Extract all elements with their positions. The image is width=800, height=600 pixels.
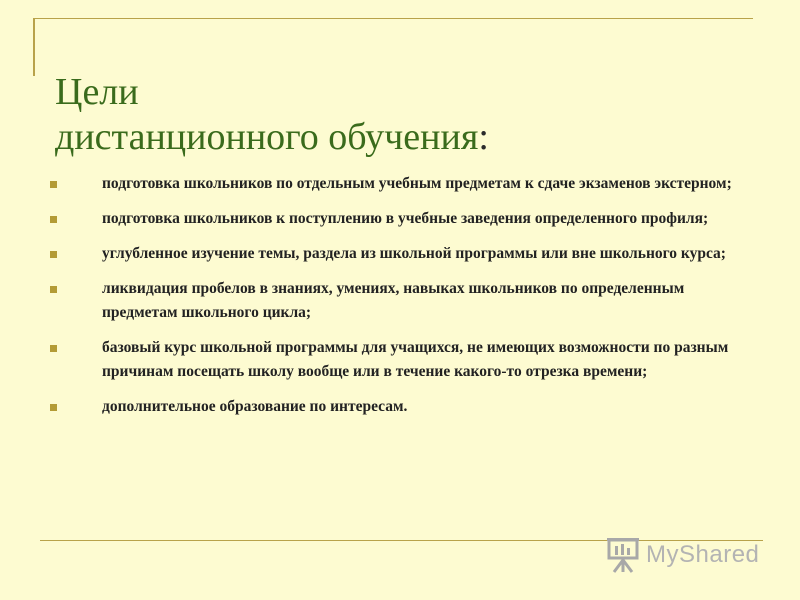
list-item-text: подготовка школьников по отдельным учебным предметам к сдаче экзаменов экстерном;	[102, 175, 732, 192]
list-item-text: ликвидация пробелов в знаниях, умениях, навыках школьников по определенным предметам школьного цикла;	[102, 280, 685, 321]
square-bullet-icon	[50, 216, 57, 223]
square-bullet-icon	[50, 404, 57, 411]
list-item-text: углубленное изучение темы, раздела из школьной программы или вне школьного курса;	[102, 245, 726, 262]
square-bullet-icon	[50, 286, 57, 293]
presentation-board-icon	[606, 536, 642, 574]
list-item	[46, 395, 756, 419]
list-item-text: подготовка школьников к поступлению в учебные заведения определенного профиля;	[102, 210, 709, 227]
watermark-text: MyShared	[646, 541, 760, 568]
square-bullet-icon	[50, 345, 57, 352]
list-item	[46, 242, 756, 266]
frame-top-rule	[33, 18, 753, 19]
title-colon: :	[478, 116, 489, 158]
square-bullet-icon	[50, 181, 57, 188]
myshared-watermark	[606, 536, 766, 576]
square-bullet-icon	[50, 251, 57, 258]
title-line-1: Цели	[55, 71, 139, 113]
list-item-text: базовый курс школьной программы для учащихся, не имеющих возможности по разным причинам посещать школу вообще или в течение какого-то отрезка времени;	[102, 339, 729, 380]
list-item-text: дополнительное образование по интересам.	[102, 398, 408, 415]
frame-left-rule	[33, 18, 35, 76]
title-line-2: дистанционного обучения	[55, 116, 479, 158]
list-item	[46, 277, 756, 325]
list-item	[46, 336, 756, 384]
list-item	[46, 207, 756, 231]
title-line-2-wrap	[55, 115, 755, 160]
list-item	[46, 172, 756, 196]
slide-title	[55, 70, 755, 160]
goals-list	[46, 172, 756, 430]
